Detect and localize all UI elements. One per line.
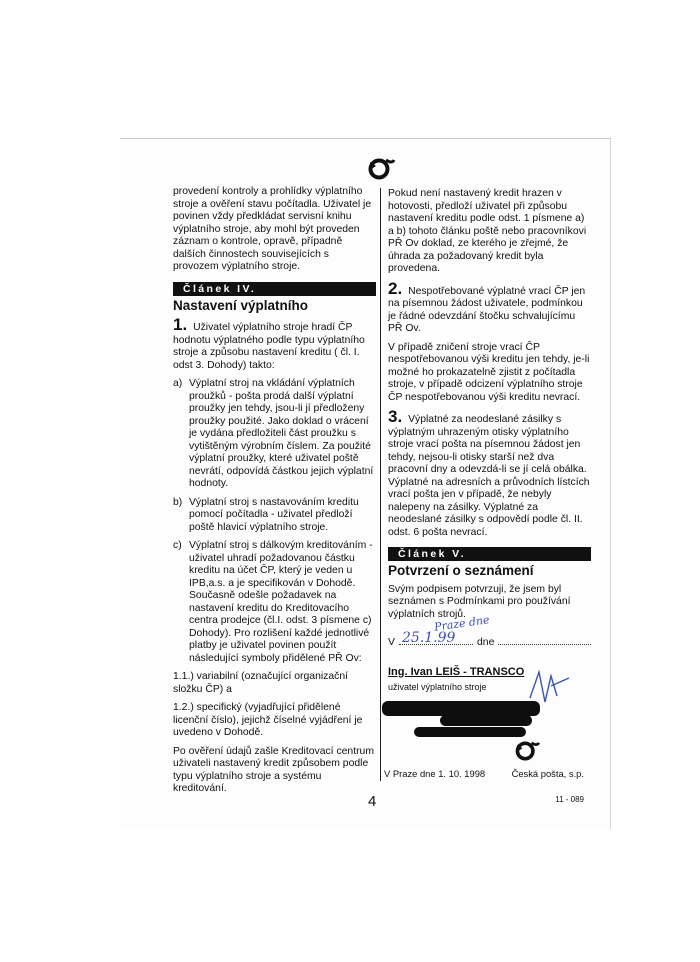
article-iv-bar: Článek IV. xyxy=(173,282,376,296)
list-item-c xyxy=(173,540,376,665)
confirmation-text: Svým podpisem potvrzuji, že jsem byl seznámen s Podmínkami pro používání výplatních strojů. xyxy=(388,583,571,620)
date-label: dne xyxy=(477,637,495,648)
list-marker-c: c) xyxy=(173,540,182,551)
left-column xyxy=(173,186,376,802)
redaction-bar xyxy=(414,727,526,737)
item-3-text: Výplatné za neodeslané zásilky s výplatným uhrazeným otisky výplatního stroje vrací pošta na písemnou žádost jen tehdy, nejsou-li otisky starší než dva pracovní dny a odevzdá-li se jí celá obálka. Výplatné na adresních a průvodních lístcích vrací pošta jen v případě, že nebyly nalepeny na zásilky. Výplatné za neodeslané zásilky s odpovědí podle čl. II. odst. 6 pošta nevrací. xyxy=(388,414,590,538)
left-closing-paragraph: Po ověření údajů zašle Kreditovací centrum uživateli nastavený kredit způsobem podle typu výplatního stroje a systému kreditování. xyxy=(173,745,374,794)
destroyed-machine-paragraph: V případě zničení stroje vrací ČP nespotřebovanou výši kreditu jen tehdy, je-li možné ho prokazatelně zjistit z počítadla stroje, v případě odcizení výplatního stroje ČP nespotřebovanou výši kreditu nevrací. xyxy=(388,341,590,403)
redaction-bar xyxy=(382,701,540,716)
form-code: 11 - 089 xyxy=(555,795,584,804)
signer-role: uživatel výplatního stroje xyxy=(388,682,487,692)
place-label: V xyxy=(388,637,395,648)
item-2-number: 2. xyxy=(388,278,403,298)
item-3-number: 3. xyxy=(388,407,403,426)
handwritten-date: 25.1.99 xyxy=(402,630,456,646)
list-text-c: Výplatní stroj s dálkovým kreditováním - uživatel uhradí požadovanou částku kreditu na účet ČP, který je veden u IPB,a.s. a je specifikován v Dohodě. Současně odešle požadavek na nastavení kreditu do Kreditovacího centra prodejce (čl.I. odst. 3 písmene c) Dohody). Pro rozlišení každé jednotlivé platby je uživatel povinen použít následující symboly přidělené PŘ Ov: xyxy=(189,540,373,664)
signer-name: Ing. Ivan LEIŠ - TRANSCO xyxy=(388,665,525,678)
footer-place-date: V Praze dne 1. 10. 1998 xyxy=(384,768,486,779)
ceska-posta-horn-logo-footer xyxy=(513,741,541,761)
left-intro-paragraph: provedení kontroly a prohlídky výplatního stroje a ověření stavu počítadla. Uživatel je povinen vždy předkládat servisní knihu výplatního stroje, aby mohl být proveden záznam o kontrole, opravě, případně dalších činnostech souvisejících s provozem výplatního stroje. xyxy=(173,186,372,272)
page-number: 4 xyxy=(368,793,377,810)
item-1 xyxy=(173,315,376,372)
footer-organization: Česká pošta, s.p. xyxy=(511,768,584,779)
item-1-number: 1. xyxy=(173,315,188,334)
ceska-posta-horn-logo xyxy=(366,158,396,180)
footer-row xyxy=(384,768,584,779)
symbol-specific: 1.2.) specifický (vyjadřující přidělené licenční číslo), jejichž číselné vyjádření je uvedeno v Dohodě. xyxy=(173,702,363,738)
list-item-a xyxy=(173,378,376,491)
article-v-bar: Článek V. xyxy=(388,547,591,561)
item-2-text: Nespotřebované výplatné vrací ČP jen na písemnou žádost uživatele, podmínkou je řádné odevzdání štočku schvalujícímu PŘ Ov. xyxy=(388,285,586,334)
section-title-potvrzeni: Potvrzení o seznámení xyxy=(388,563,534,578)
redaction-bar xyxy=(440,715,532,726)
date-dotted-field xyxy=(498,635,591,645)
list-marker-a: a) xyxy=(173,378,183,389)
footer-block xyxy=(384,762,584,804)
handwritten-place: Praze dne xyxy=(433,613,491,634)
list-item-b xyxy=(173,497,376,535)
list-marker-b: b) xyxy=(173,496,183,508)
right-intro-paragraph: Pokud není nastavený kredit hrazen v hotovosti, předloží uživatel při způsobu nastavení kreditu podle odst. 1 písmene a) a b) tohoto článku poště nebo pracovníkovi PŘ Ov doklad, ze kterého je zřejmé, že úhrada za požadovaný kredit byla provedena. xyxy=(388,188,587,274)
item-1-text: Uživatel výplatního stroje hradí ČP hodnotu výplatného podle typu výplatního stroje a způsobu nastavení kreditu ( čl. I. odst 3. Dohody) takto: xyxy=(173,322,365,371)
list-text-b: Výplatní stroj s nastavováním kreditu pomocí počítadla - uživatel předloží poště hlavicí výplatního stroje. xyxy=(189,496,359,533)
section-title-nastaveni: Nastavení výplatního xyxy=(173,297,309,313)
item-3 xyxy=(388,407,591,539)
list-text-a: Výplatní stroj na vkládání výplatních proužků - pošta prodá další výplatní proužky jen tehdy, jsou-li jí předloženy proužky použité. Jako doklad o vrácení je vydána předložiteli část proužku s vytištěným výrobním číslem. Za použité výplatní proužky, které uživatel poště nevrátí, odpovídá částkou jejich výplatní hodnoty. xyxy=(189,378,374,489)
symbol-variable: 1.1.) variabilní (označující organizační složku ČP) a xyxy=(173,671,348,695)
column-divider xyxy=(380,188,381,781)
item-2 xyxy=(388,278,591,336)
